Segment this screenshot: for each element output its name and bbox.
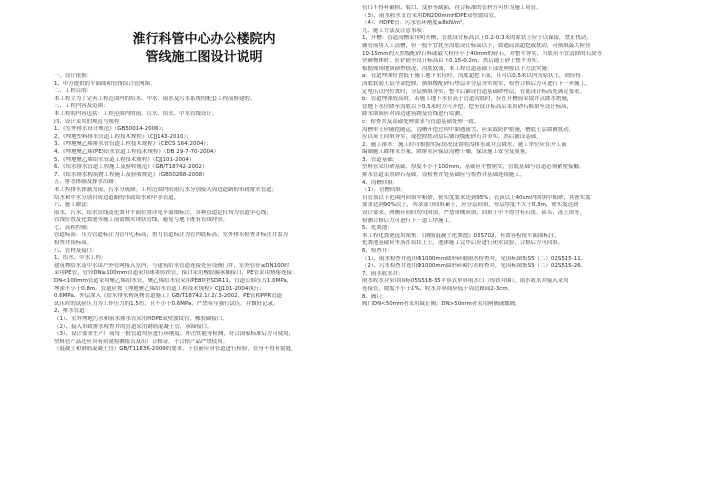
left-column [54,0,354,503]
text-line: （2）、污水检查井选用Φ1000mm圆形砖砌污水检查井，见国标图集S5（二）02S515-26。 [362,263,587,270]
text-line: 2、施工排水：施工时可根据实际情况设置明沟排水或井点降水，施工单位应在开工前 [362,141,567,148]
text-line: 沟槽单土应随挖随运，沟槽开挖过程中如遇雨雪，应采取防护措施，槽底土层如被扰动， [362,126,575,133]
text-line: 本工程主为了完善工程范围内的给水、中水、雨水及污水系统的配套工程而修建的。 [54,95,256,102]
text-line: 铺管前用人工清槽，但一般不宜扰至沟底设计标高以下，如遇局部超挖或扰动，可换填最大粒径 [362,42,591,49]
text-line: 设计要求；两侧应同时均匀回填，严禁单侧回填，回填土中不得含有石块、砖头、冻土块等。 [362,210,586,217]
text-line: 八、管材及接口： [54,247,98,254]
text-line: 3、管道基础： [362,156,399,163]
text-line: 应以灰土回填夯实，或挖除扰动层后铺设级配砂石并夯实，然后铺设基础。 [362,134,542,141]
text-line: 连接管，坡度不小于1%，收水井箅面应低于周边路面2-3cm。 [362,285,514,292]
text-line: 本工程的内容包括：工程范围内的雨、污水、给水、中水管线设计。 [54,110,218,117]
right-text-body [362,5,662,309]
text-line: 六、施工做法： [54,202,93,209]
text-line: 1、给水、中水工程： [54,255,107,262]
text-line: 坚硬物体时，应铲除至设计标高以下0.15-0.2m，然后铺上砂土整平夯实。 [362,58,543,65]
text-line: （3）、雨水收水支管采用DN200mmHDPE双壁波纹管。 [362,12,500,19]
text-line: 沟底软弱土层全部挖除，换填级配砂石垫层并分层夯实密实，检查合格后方可进行下一步施工。 [362,80,591,87]
text-line: 6、检查井： [362,248,393,254]
text-line: 五、排水体制及排水出路： [54,179,120,186]
text-line: 1、《室外排水设计规范》（GB50014-2006）； [54,126,167,133]
text-line: 8、阀门： [362,293,388,300]
text-line: 5、《埋地聚乙烯给水管道工程技术规程》（CJJ101-2004） [54,156,195,163]
text-line: 雨水收水井采用国标05S518-35平箅式单箅雨水口（铸铁井圈），雨水收水井接入采用 [362,278,569,285]
text-line: b：管道埋深较高时，若施工地下水位高于管道沟底时，应在开槽前采取井点降水措施， [362,96,573,103]
text-line: 检测合格后方可进行下一道工序施工。 [362,217,455,224]
document-title: 淮行科管中心办公楼院内 [132,32,276,47]
text-line: 建筑物给水及中水由户外管网接入室内，与建筑给水管道连接处应设阀门井，室外管径≤DN100时 [54,262,290,269]
text-line: 一、设计依据： [54,73,93,79]
text-line: 4、沟槽回填： [362,179,399,186]
text-line: 根据现场地质勘查情况，沟底软弱，本工程管道基础下部处理按以下方法实施： [362,65,553,72]
text-line: （混凝土和钢筋混凝土管）GB/T11836-2009的要求，下管前应对管道进行检验，管身不得有裂缝， [54,346,297,353]
text-line: 本工程化粪池选用图集：《钢筋混凝土化粪池》03S702，有效容积按平面图标注， [362,232,560,239]
text-line: 7、《给水排水构筑物工程施工及验收规范》（GB50268-2008） [54,171,208,178]
text-line: 定电压以内位置时，分层换填夯实，整平后铺设管道基础砂垫层，管底设计标高处满足要求。 [362,88,586,95]
text-line: （4）、HDPE管：污水管环刚度≥8kN/m²。 [362,20,468,27]
text-line: 5、化粪池： [362,225,393,232]
text-line: （3）、设计要求生产厂商每一批管道均应进行环刚度、冲击性能等检测，符合国家标准后方可使用， [54,331,295,338]
text-line: 检查井顶标高。 [54,240,93,247]
text-line: 三、工程内容及范围： [54,103,109,110]
text-line: （1）、室外埋地污水和雨水排水管采用HDPE双壁波纹管，橡胶圈接口。 [54,316,228,322]
text-line: （1）、管槽回填： [362,187,407,194]
text-line: DN<100mm管道采用聚乙烯给水管，聚乙烯给水管采用PE80型SDR11，管道公称压力1.0MPa， [54,278,293,285]
text-line: 管口不得有破损、裂口、变形等缺陷，符合标准的管材方可作为施工用管。 [362,5,542,11]
text-line: （1）、雨水检查井选用Φ1000mm圆形砖砌雨水检查井，见国标图集S5（二）02S515-11。 [362,255,587,262]
text-line: 自管顶以下范围内回填中粗砂，密实度要求达到95%；管顶以上40cm内回填中粗砂，其密实度 [362,194,591,201]
text-line: 2、排水管道： [54,308,91,315]
document-subtitle: 管线施工图设计说明 [145,50,263,65]
text-line: 管线位置及化粪池等施工前需核实现状管线，避免与地下既有管线冲突。 [54,217,229,224]
left-text-body [54,73,354,354]
text-line: 4、《埋地聚乙烯(PE)给水管道工程技术规程》（DB 29-7-70-2004） [54,148,219,155]
text-line: 二、工程目的： [54,88,93,95]
text-line: 七、高程控制： [54,224,93,231]
text-line: 化粪池基础应坐落在原状土上，池体施工完毕后应进行闭水试验，合格后方可回填。 [362,240,564,247]
text-line: （2）、接入市政排水检查井的管道采用钢筋混凝土管，承插接口。 [54,323,213,330]
text-line: 塑料管采用砂基础，厚度不小于100mm，基础应平整密实，管底基础与管道必须紧密接触。 [362,164,585,171]
text-line: 3、《埋地聚乙烯排水管管道工程技术规程》（CECS 164:2004）； [54,141,212,148]
text-line: 排水管道采用砂石基础，设检查井处基础应与检查井基础连续施工。 [362,172,526,179]
text-line: 待地下水位降至沟底以下0.5米时方可开挖，挖至设计标高后采用砂石换填至设计标高， [362,103,573,110]
right-column [362,0,662,503]
text-line: 管道标高：压力管道标注为管中心标高；重力管道标注为管内底标高；室外排水检查井标注井盖为 [54,232,288,239]
text-line: 2、《埋地塑料排水管道工程技术规程》（CJJ143-2010）； [54,133,192,140]
text-line: 埋深不小于0.8m。管道应按《埋地聚乙烯给水管道工程技术规程》CJJ101-2004执行； [54,285,265,292]
text-line: 采用PE管，管径DN≥100mm管道采用球墨铸铁管，接口采用橡胶圈承插接口，PE管采用热熔连接； [54,270,298,277]
text-line: 给水和中水分别自周边道路的市政给水和中水管道。 [54,194,180,201]
text-line: 要求达到90%以上，其余部分回填素土，应分层回填，每层厚度不大于0.3m，密实度达到 [362,202,579,209]
text-line: 雨水、污水、给水管线及化粪井平面位置详见平面图标注，各种管道定位均为管道中心线； [54,209,272,216]
text-line: 10-15mm的天然级配砂石料或最大粒径小于40mm的碎石，并整平夯实，当底用不宜清除的石块等 [362,50,602,57]
text-line: 6、《给水排水管道工程施工及验收规范》（GB/T18742-2002） [54,164,208,171]
text-line: 塑料管产品还应具有质量检测报告及出厂合格证，不合格产品严禁使用。 [54,338,229,345]
text-line: 九、施工方法及注意事项： [362,27,428,34]
text-line: 1、甲方提供的平面图和管线综合管网图。 [54,80,156,87]
text-line: 试压时的试验压力为工作压力的1.5倍，且不小于0.6MPa，严禁带压强行试压，并做好记录。 [54,300,279,307]
text-line: 阀门DN<50mm者采用截止阀；DN>50mm者采用闸阀或蝶阀。 [362,301,521,308]
text-line: 编制施工降排水方案，降排水应保证沟槽干燥，保证施工安全及质量。 [362,149,531,156]
text-line: 1、开槽：管道沟槽采用明开槽，管底设计标高以上0.2-0.3米的原状土应于以保留，禁止扰动， [362,35,592,42]
text-line: 降水期间应对周边建筑物及管线进行监测。 [362,111,466,118]
text-line: 7、雨水收水井： [362,270,404,277]
text-line: c：检查井及基础处理要求与管道基础处理一致。 [362,118,480,125]
text-line: 0.6MPa，外层深入《给水排水构筑物管道施工》GB/T18742.1/.2/.3-2002，PE管和PPR管道 [54,293,283,300]
text-line: 本工程排水体制为雨、污水分流制。工程范围内的雨污水分别接入周边道路的市政排水管道； [54,186,278,193]
text-line: 四、设计采用的规范与规程 [54,118,120,125]
text-line: a：管道埋深位置低于施工地下水位时，沟底超挖下部，且可以0.5米以内为原状土，则应将 [362,73,581,80]
